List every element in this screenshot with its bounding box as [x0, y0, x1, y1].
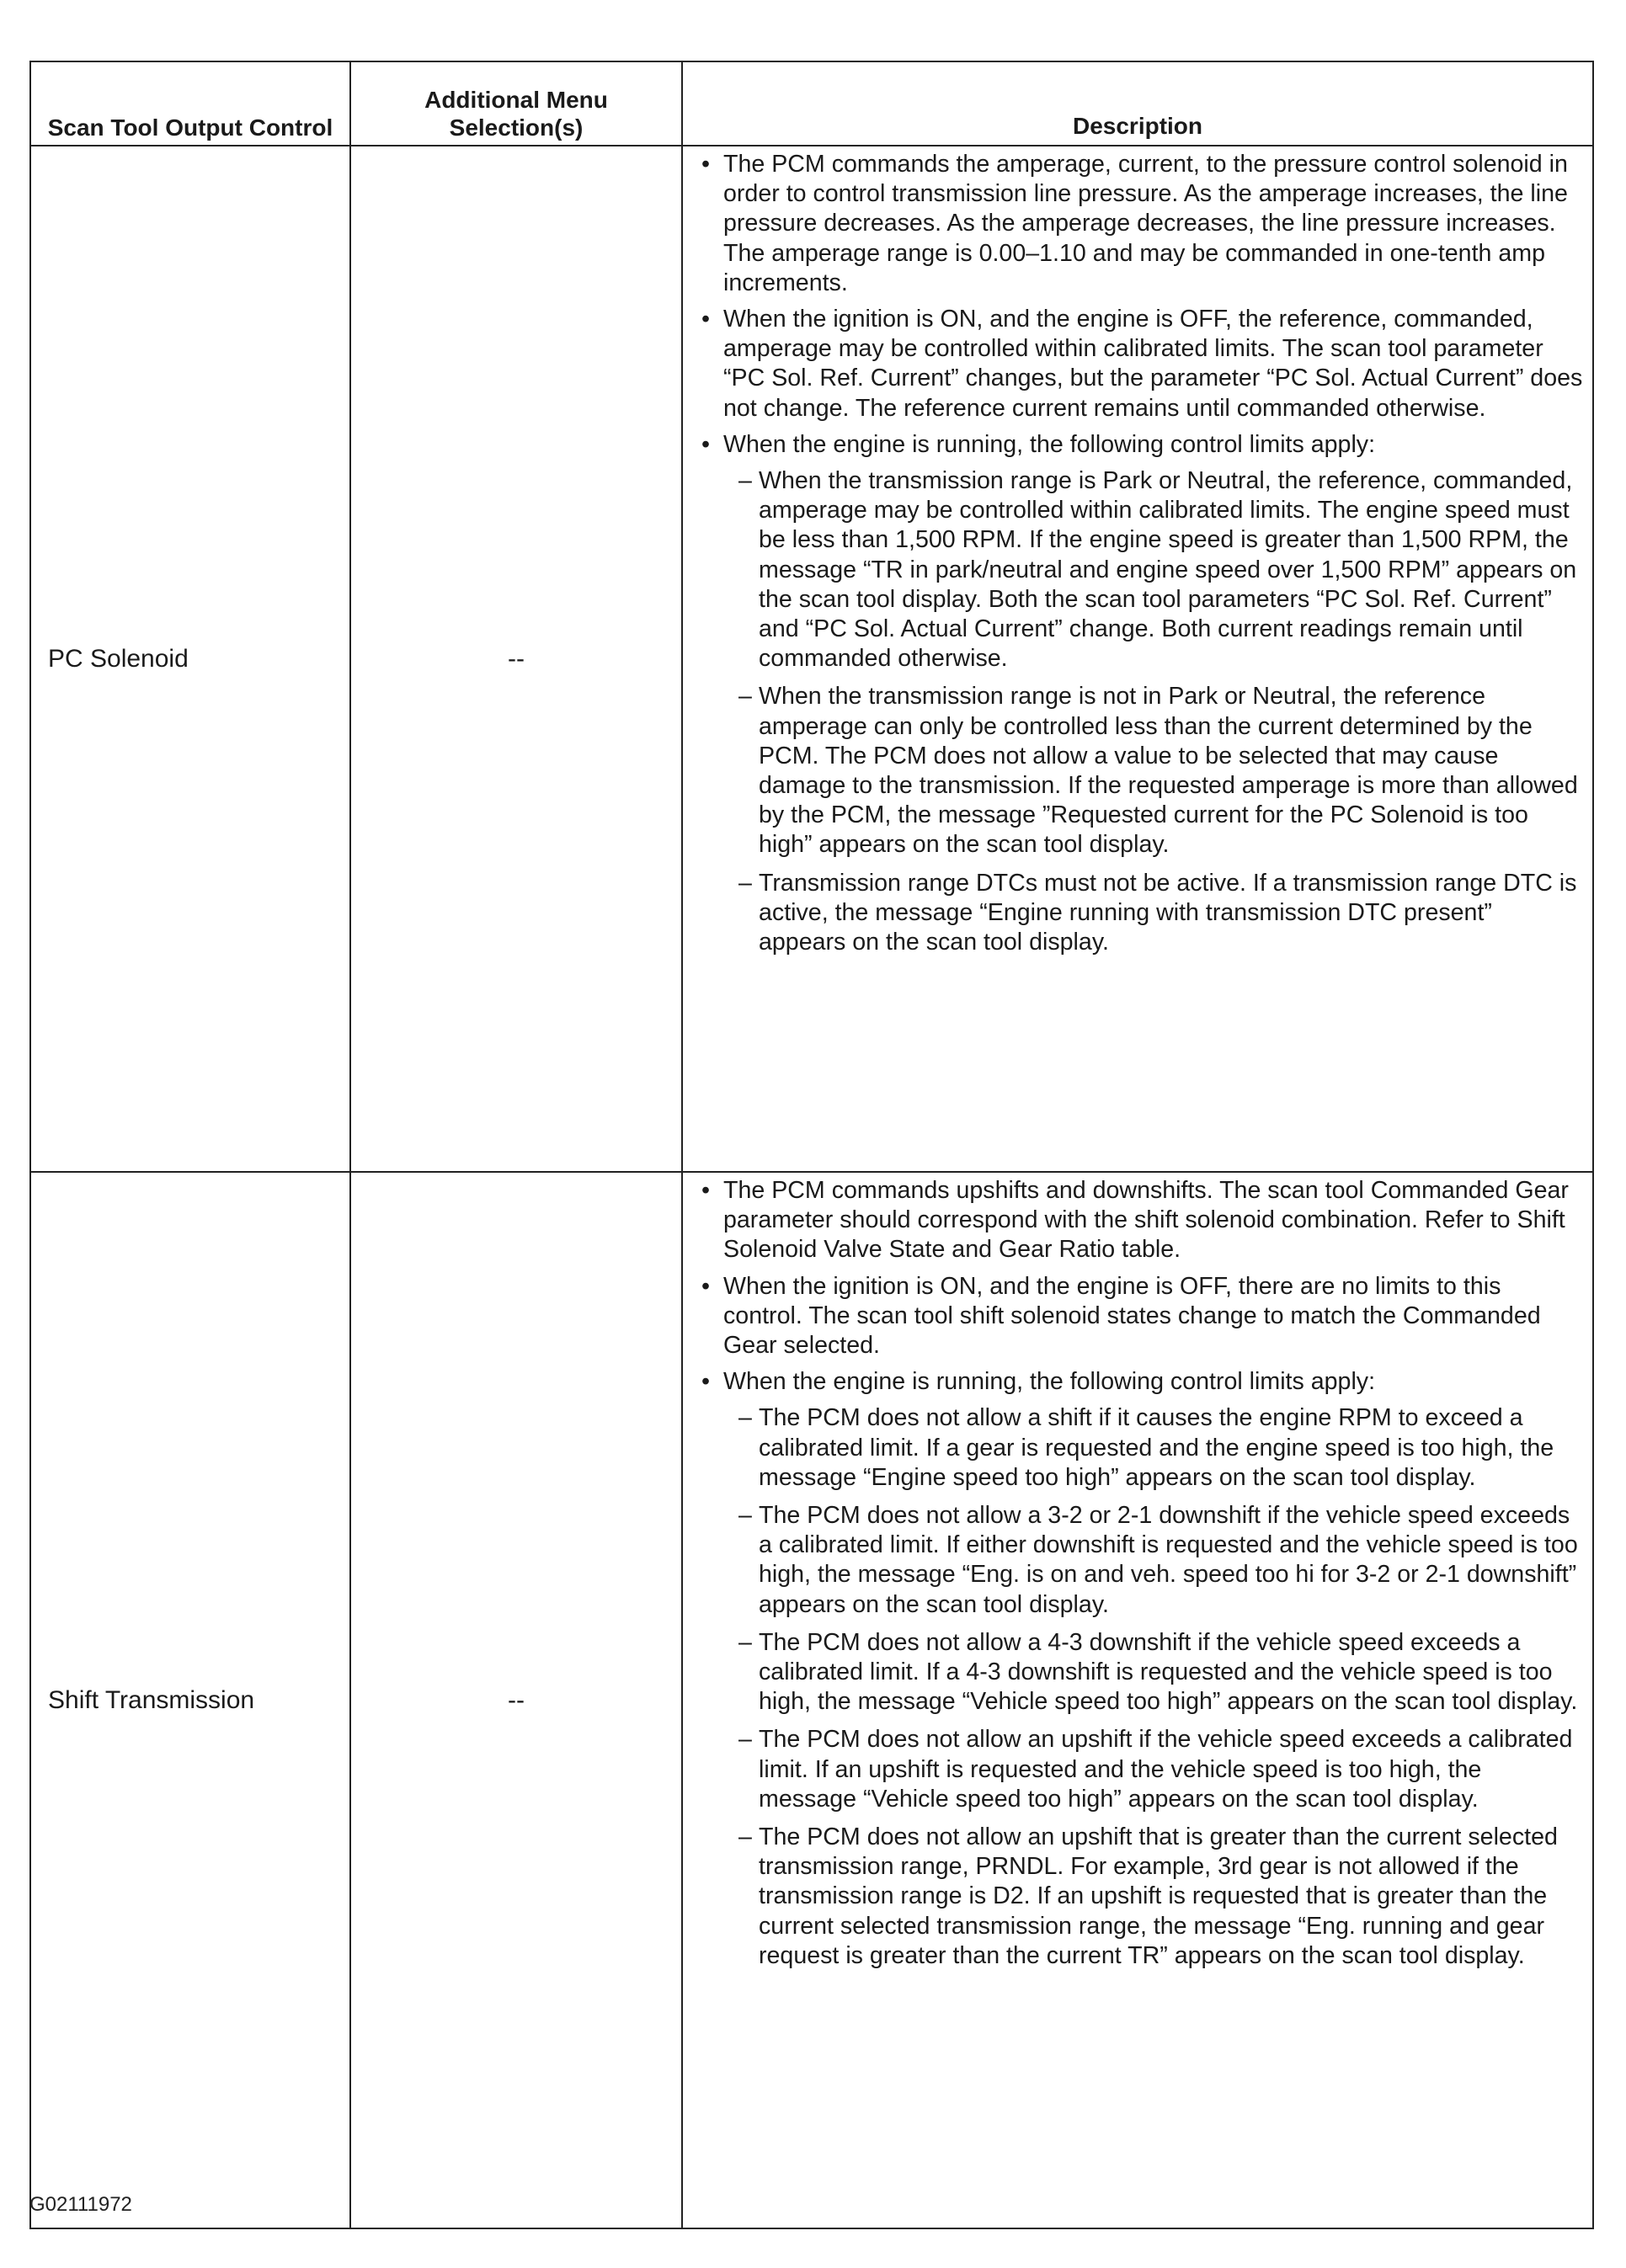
description-cell [682, 1172, 1593, 2228]
bullet-item: • When the engine is running, the following control limits apply: – When the transmission range is Park or Neutral, the reference, commanded, amperage may be controlled within calibrated limits. The engine speed must be less than 1,500 RPM. If the engine speed is greater than 1,500 RPM, the message “TR in park/neutral and engine speed over 1,500 RPM” appears on the scan tool display. Both the scan tool parameters “PC Sol. Ref. Current” and “PC Sol. Actual Current” change. Both current readings remain until commanded otherwise. – When the transmission range is not in Park or Neutral, the reference amperage can only be controlled less than the current determined by the PCM. The PCM does not allow a value to be selected that may cause damage to the transmission. If the requested amperage is more than allowed by the PCM, the message ”Requested current for the PC Solenoid is too high” appears on the scan tool display. – Transmission range DTCs must not be active. If a transmission range DTC is active, the message “Engine running with transmission DTC present” appears on the scan tool display. [690, 430, 1584, 957]
sub-bullets [723, 466, 1584, 957]
bullet-item: • The PCM commands upshifts and downshifts. The scan tool Commanded Gear parameter should correspond with the shift solenoid combination. Refer to Shift Solenoid Valve State and Gear Ratio table. [690, 1176, 1584, 1265]
table-header-row [30, 61, 1593, 146]
control-cell: Shift Transmission [30, 1172, 350, 2228]
sub-bullet-item: – The PCM does not allow a shift if it causes the engine RPM to exceed a calibrated limit. If a gear is requested and the engine speed is too high, the message “Engine speed too high” appears on the scan tool display. [723, 1403, 1584, 1493]
control-cell: PC Solenoid [30, 146, 350, 1172]
header-description: Description [682, 61, 1593, 146]
bullet-item: • When the engine is running, the following control limits apply: – The PCM does not allow a shift if it causes the engine RPM to exceed a calibrated limit. If a gear is requested and the engine speed is too high, the message “Engine speed too high” appears on the scan tool display. – The PCM does not allow a 3-2 or 2-1 downshift if the vehicle speed exceeds a calibrated limit. If either downshift is requested and the vehicle speed is too high, the message “Eng. is on and veh. speed too hi for 3-2 or 2-1 downshift” appears on the scan tool display. – The PCM does not allow a 4-3 downshift if the vehicle speed exceeds a calibrated limit. If a 4-3 downshift is requested and the vehicle speed is too high, the message “Vehicle speed too high” appears on the scan tool display. – The PCM does not allow an upshift if the vehicle speed exceeds a calibrated limit. If an upshift is requested and the vehicle speed is too high, the message “Vehicle speed too high” appears on the scan tool display. – The PCM does not allow an upshift that is greater than the current selected transmission range, PRNDL. For example, 3rd gear is not allowed if the transmission range is D2. If an upshift is requested that is greater than the current selected transmission range, the message “Eng. running and gear request is greater than the current TR” appears on the scan tool display. [690, 1367, 1584, 1971]
menu-selection-cell: -- [350, 1172, 682, 2228]
sub-bullets [723, 1403, 1584, 1971]
bullet-item: • When the ignition is ON, and the engine is OFF, the reference, commanded, amperage may be controlled within calibrated limits. The scan tool parameter “PC Sol. Ref. Current” changes, but the parameter “PC Sol. Actual Current” does not change. The reference current remains until commanded otherwise. [690, 305, 1584, 423]
header-scan-tool-output-control: Scan Tool Output Control [30, 61, 350, 146]
menu-selection-cell: -- [350, 146, 682, 1172]
description-bullets [690, 150, 1584, 957]
sub-bullet-item: – The PCM does not allow an upshift that is greater than the current selected transmission range, PRNDL. For example, 3rd gear is not allowed if the transmission range is D2. If an upshift is requested that is greater than the current selected transmission range, the message “Eng. running and gear request is greater than the current TR” appears on the scan tool display. [723, 1823, 1584, 1971]
description-bullets [690, 1176, 1584, 1971]
header-additional-menu-selections: Additional Menu Selection(s) [350, 61, 682, 146]
bullet-item: • The PCM commands the amperage, current, to the pressure control solenoid in order to control transmission line pressure. As the amperage increases, the line pressure decreases. As the amperage decreases, the line pressure increases. The amperage range is 0.00–1.10 and may be commanded in one-tenth amp increments. [690, 150, 1584, 298]
sub-bullet-item: – The PCM does not allow a 3-2 or 2-1 downshift if the vehicle speed exceeds a calibrated limit. If either downshift is requested and the vehicle speed is too high, the message “Eng. is on and veh. speed too hi for 3-2 or 2-1 downshift” appears on the scan tool display. [723, 1501, 1584, 1620]
description-cell [682, 146, 1593, 1172]
bullet-item: • When the ignition is ON, and the engine is OFF, there are no limits to this control. The scan tool shift solenoid states change to match the Commanded Gear selected. [690, 1272, 1584, 1361]
sub-bullet-item: – The PCM does not allow an upshift if the vehicle speed exceeds a calibrated limit. If an upshift is requested and the vehicle speed is too high, the message “Vehicle speed too high” appears on the scan tool display. [723, 1725, 1584, 1814]
table-row-shift-transmission [30, 1172, 1593, 2228]
scan-tool-output-control-table [29, 61, 1594, 2229]
table-row-pc-solenoid [30, 146, 1593, 1172]
sub-bullet-item: – When the transmission range is Park or Neutral, the reference, commanded, amperage may be controlled within calibrated limits. The engine speed must be less than 1,500 RPM. If the engine speed is greater than 1,500 RPM, the message “TR in park/neutral and engine speed over 1,500 RPM” appears on the scan tool display. Both the scan tool parameters “PC Sol. Ref. Current” and “PC Sol. Actual Current” change. Both current readings remain until commanded otherwise. [723, 466, 1584, 673]
sub-bullet-item: – When the transmission range is not in Park or Neutral, the reference amperage can only be controlled less than the current determined by the PCM. The PCM does not allow a value to be selected that may cause damage to the transmission. If the requested amperage is more than allowed by the PCM, the message ”Requested current for the PC Solenoid is too high” appears on the scan tool display. [723, 682, 1584, 860]
figure-id: G02111972 [29, 2193, 132, 2216]
sub-bullet-item: – The PCM does not allow a 4-3 downshift if the vehicle speed exceeds a calibrated limit. If a 4-3 downshift is requested and the vehicle speed is too high, the message “Vehicle speed too high” appears on the scan tool display. [723, 1628, 1584, 1717]
sub-bullet-item: – Transmission range DTCs must not be active. If a transmission range DTC is active, the message “Engine running with transmission DTC present” appears on the scan tool display. [723, 869, 1584, 958]
